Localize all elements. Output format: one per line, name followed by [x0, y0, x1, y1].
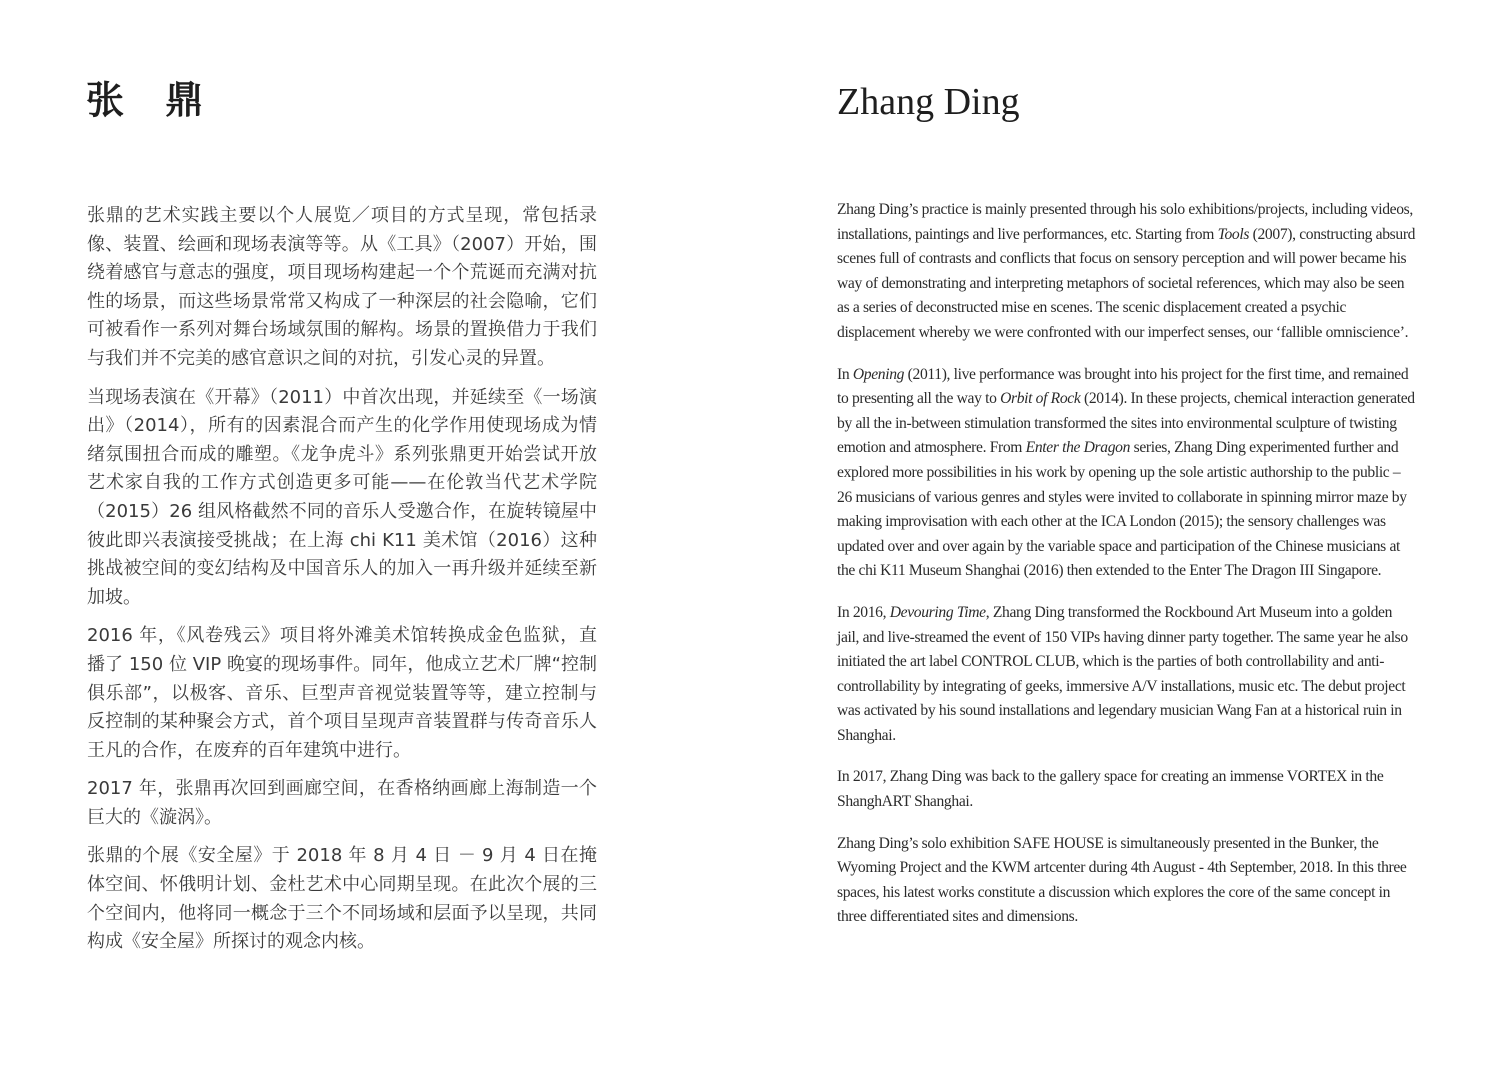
english-paragraph-2: In Opening (2011), live performance was brought into his project for the first time, and remained to presenting all the way to Orbit of Rock (2014). In these projects, chemical interaction generated by all the in-between stimulation transformed the sites into environmental sculpture of twisting emotion and atmosphere. From Enter the Dragon series, Zhang Ding experimented further and explored more possibilities in his work by opening up the sole artistic authorship to the public – 26 musicians of various genres and styles were invited to collaborate in spinning mirror maze by making improvisation with each other at the ICA London (2015); the sensory challenges was updated over and over again by the variable space and participation of the Chinese musicians at the chi K11 Museum Shanghai (2016) then extended to the Enter The Dragon III Singapore. [837, 365, 1415, 580]
chinese-paragraph-2: 当现场表演在《开幕》（2011）中首次出现，并延续至《一场演出》（2014），所有的因素混合而产生的化学作用使现场成为情绪氛围扭合而成的雕塑。《龙争虎斗》系列张鼎更开始尝试开放艺术家自我的工作方式创造更多可能——在伦敦当代艺术学院（2015）26 组风格截然不同的音乐人受邀合作，在旋转镜屋中彼此即兴表演接受挑战；在上海 chi K11 美术馆（2016）这种挑战被空间的变幻结构及中国音乐人的加入一再升级并延续至新加坡。 [87, 386, 597, 608]
right-page-english [750, 0, 1500, 1068]
chinese-paragraph-3: 2016 年，《风卷残云》项目将外滩美术馆转换成金色监狱，直播了 150 位 VIP 晚宴的现场事件。同年，他成立艺术厂牌“控制俱乐部”，以极客、音乐、巨型声音视觉装置等等，建立控制与反控制的某种聚会方式，首个项目呈现声音装置群与传奇音乐人王凡的合作，在废弃的百年建筑中进行。 [87, 625, 597, 761]
english-title: Zhang Ding [837, 81, 1020, 123]
work-title-opening: Opening [852, 365, 905, 383]
english-paragraph-3: In 2016, Devouring Time, Zhang Ding transformed the Rockbound Art Museum into a golden jail, and live-streamed the event of 150 VIPs having dinner party together. The same year he also initiated the art label CONTROL CLUB, which is the parties of both controllability and anti-controllability by integrating of geeks, immersive A/V installations, music etc. The debut project was activated by his sound installations and legendary musician Wang Fan at a historical ruin in Shanghai. [837, 603, 1408, 744]
chinese-paragraph-4: 2017 年，张鼎再次回到画廊空间，在香格纳画廊上海制造一个巨大的《漩涡》。 [87, 778, 597, 828]
work-title-orbit-of-rock: Orbit of Rock [1000, 390, 1081, 408]
chinese-title: 张 鼎 [86, 78, 218, 122]
english-body [837, 198, 1417, 947]
work-title-devouring-time: Devouring Time [889, 603, 986, 621]
chinese-body [87, 202, 597, 967]
chinese-paragraph-1: 张鼎的艺术实践主要以个人展览／项目的方式呈现，常包括录像、装置、绘画和现场表演等等。从《工具》（2007）开始，围绕着感官与意志的强度，项目现场构建起一个个荒诞而充满对抗性的场景，而这些场景常常又构成了一种深层的社会隐喻，它们可被看作一系列对舞台场域氛围的解构。场景的置换借力于我们与我们并不完美的感官意识之间的对抗，引发心灵的异置。 [87, 205, 597, 369]
chinese-paragraph-5: 张鼎的个展《安全屋》于 2018 年 8 月 4 日 － 9 月 4 日在掩体空间、怀俄明计划、金杜艺术中心同期呈现。在此次个展的三个空间内，他将同一概念于三个不同场域和层面予以呈现，共同构成《安全屋》所探讨的观念内核。 [87, 845, 597, 953]
english-paragraph-1: Zhang Ding’s practice is mainly presented through his solo exhibitions/projects, including videos, installations, paintings and live performances, etc. Starting from Tools (2007), constructing absurd scenes full of contrasts and conflicts that focus on sensory perception and will power became his way of demonstrating and interpreting metaphors of societal references, which may also be seen as a series of deconstructed mise en scenes. The scenic displacement created a psychic displacement whereby we were confronted with our imperfect senses, our ‘fallible omniscience’. [837, 201, 1416, 341]
english-paragraph-4: In 2017, Zhang Ding was back to the gallery space for creating an immense VORTEX in the ShanghART Shanghai. [837, 768, 1384, 811]
english-paragraph-5: Zhang Ding’s solo exhibition SAFE HOUSE is simultaneously presented in the Bunker, the Wyoming Project and the KWM artcenter during 4th August - 4th September, 2018. In this three spaces, his latest works constitute a discussion which explores the core of the same concept in three differentiated sites and dimensions. [837, 834, 1407, 926]
work-title-tools: Tools [1217, 225, 1250, 243]
work-title-enter-the-dragon: Enter the Dragon [1025, 439, 1131, 457]
